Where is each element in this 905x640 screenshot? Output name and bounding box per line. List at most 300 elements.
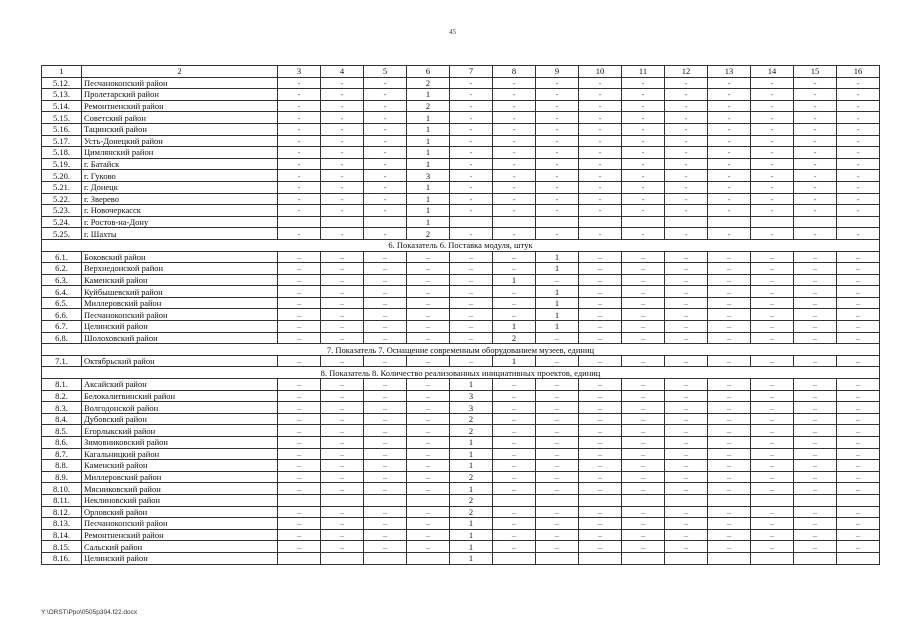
table-row <box>42 181 880 193</box>
value-cell: – <box>450 332 493 344</box>
value-cell: – <box>493 297 536 309</box>
value-cell: – <box>278 541 321 553</box>
value-cell: – <box>536 332 579 344</box>
value-cell: – <box>665 518 708 530</box>
value-cell: – <box>278 390 321 402</box>
table-row <box>42 541 880 553</box>
row-number: 8.5. <box>42 425 82 437</box>
value-cell: 1 <box>450 541 493 553</box>
value-cell: – <box>321 402 364 414</box>
value-cell: – <box>278 309 321 321</box>
table-row <box>42 89 880 101</box>
section-title: 6. Показатель 6. Поставка модуля, штук <box>42 239 880 251</box>
value-cell <box>536 494 579 506</box>
value-cell <box>837 552 880 564</box>
value-cell <box>665 552 708 564</box>
value-cell: – <box>794 286 837 298</box>
row-number: 6.6. <box>42 309 82 321</box>
value-cell: – <box>751 506 794 518</box>
value-cell: - <box>837 100 880 112</box>
value-cell: 2 <box>407 228 450 240</box>
value-cell: – <box>407 518 450 530</box>
table-row <box>42 413 880 425</box>
value-cell: - <box>450 205 493 217</box>
value-cell: 1 <box>450 518 493 530</box>
value-cell: - <box>751 77 794 89</box>
value-cell: – <box>364 355 407 367</box>
column-header: 6 <box>407 66 450 78</box>
value-cell: - <box>450 100 493 112</box>
district-name: Ремонтненский район <box>82 529 278 541</box>
value-cell: – <box>622 379 665 391</box>
value-cell: – <box>321 425 364 437</box>
value-cell: – <box>407 529 450 541</box>
district-name: Волгодонской район <box>82 402 278 414</box>
value-cell <box>622 494 665 506</box>
value-cell: 1 <box>407 205 450 217</box>
district-name: Ремонтненский район <box>82 100 278 112</box>
value-cell: 1 <box>407 158 450 170</box>
value-cell: - <box>708 100 751 112</box>
value-cell: - <box>708 77 751 89</box>
value-cell: – <box>665 413 708 425</box>
row-number: 8.4. <box>42 413 82 425</box>
value-cell: - <box>579 89 622 101</box>
value-cell: - <box>622 193 665 205</box>
value-cell: - <box>364 123 407 135</box>
value-cell: - <box>665 100 708 112</box>
value-cell: 2 <box>407 100 450 112</box>
district-name: Октябрьский район <box>82 355 278 367</box>
value-cell: 1 <box>536 309 579 321</box>
value-cell: - <box>579 170 622 182</box>
value-cell: – <box>407 460 450 472</box>
value-cell: - <box>579 205 622 217</box>
value-cell: – <box>493 379 536 391</box>
value-cell: – <box>493 402 536 414</box>
value-cell: – <box>407 355 450 367</box>
table-row <box>42 205 880 217</box>
value-cell: – <box>493 483 536 495</box>
value-cell: – <box>794 390 837 402</box>
value-cell <box>794 216 837 228</box>
value-cell: 1 <box>450 379 493 391</box>
value-cell: 1 <box>536 263 579 275</box>
value-cell: – <box>407 321 450 333</box>
value-cell: – <box>622 541 665 553</box>
value-cell: - <box>321 158 364 170</box>
table-row <box>42 355 880 367</box>
value-cell: – <box>321 471 364 483</box>
value-cell <box>278 552 321 564</box>
value-cell: – <box>321 437 364 449</box>
value-cell: - <box>278 123 321 135</box>
value-cell: – <box>579 483 622 495</box>
value-cell: – <box>794 448 837 460</box>
value-cell: - <box>794 147 837 159</box>
value-cell <box>450 216 493 228</box>
value-cell: - <box>579 100 622 112</box>
value-cell: - <box>493 158 536 170</box>
value-cell: – <box>579 321 622 333</box>
value-cell: – <box>751 251 794 263</box>
value-cell: – <box>278 297 321 309</box>
value-cell: – <box>622 402 665 414</box>
value-cell: 2 <box>493 332 536 344</box>
value-cell: - <box>579 112 622 124</box>
row-number: 8.11. <box>42 494 82 506</box>
value-cell: - <box>622 89 665 101</box>
row-number: 6.4. <box>42 286 82 298</box>
value-cell: 1 <box>493 355 536 367</box>
value-cell: – <box>278 425 321 437</box>
value-cell: - <box>321 135 364 147</box>
district-name: г. Зверево <box>82 193 278 205</box>
table-row <box>42 77 880 89</box>
value-cell: - <box>536 228 579 240</box>
value-cell: – <box>622 297 665 309</box>
section-header-row <box>42 367 880 379</box>
value-cell: – <box>708 425 751 437</box>
value-cell: – <box>751 332 794 344</box>
district-name: Советский район <box>82 112 278 124</box>
value-cell <box>794 494 837 506</box>
value-cell: – <box>794 355 837 367</box>
value-cell: - <box>493 170 536 182</box>
column-header: 2 <box>82 66 278 78</box>
value-cell: – <box>665 297 708 309</box>
value-cell: – <box>364 390 407 402</box>
value-cell <box>837 494 880 506</box>
value-cell: – <box>536 518 579 530</box>
district-name: г. Батайск <box>82 158 278 170</box>
value-cell: – <box>407 506 450 518</box>
row-number: 5.25. <box>42 228 82 240</box>
value-cell: – <box>622 263 665 275</box>
value-cell: – <box>622 483 665 495</box>
value-cell: – <box>622 309 665 321</box>
value-cell: - <box>837 77 880 89</box>
value-cell: – <box>622 413 665 425</box>
value-cell: - <box>450 158 493 170</box>
value-cell: – <box>450 355 493 367</box>
value-cell: 1 <box>407 147 450 159</box>
value-cell <box>407 552 450 564</box>
value-cell: 1 <box>493 274 536 286</box>
value-cell: – <box>493 263 536 275</box>
value-cell: – <box>407 297 450 309</box>
value-cell: 1 <box>450 552 493 564</box>
value-cell: - <box>579 77 622 89</box>
district-name: Цимлянский район <box>82 147 278 159</box>
value-cell: – <box>579 425 622 437</box>
value-cell: - <box>364 147 407 159</box>
value-cell: – <box>321 518 364 530</box>
value-cell: - <box>450 112 493 124</box>
value-cell: – <box>536 483 579 495</box>
value-cell: - <box>364 205 407 217</box>
district-name: Егорлыкский район <box>82 425 278 437</box>
table-row <box>42 460 880 472</box>
value-cell: – <box>837 251 880 263</box>
value-cell: - <box>665 112 708 124</box>
row-number: 8.10. <box>42 483 82 495</box>
table-row <box>42 518 880 530</box>
column-header: 3 <box>278 66 321 78</box>
value-cell: - <box>278 193 321 205</box>
value-cell: 2 <box>450 425 493 437</box>
value-cell: - <box>579 135 622 147</box>
value-cell <box>708 216 751 228</box>
value-cell: – <box>278 506 321 518</box>
value-cell: – <box>794 297 837 309</box>
value-cell <box>364 552 407 564</box>
value-cell: – <box>837 448 880 460</box>
value-cell: - <box>751 100 794 112</box>
value-cell: - <box>278 228 321 240</box>
value-cell: - <box>794 170 837 182</box>
value-cell: – <box>794 529 837 541</box>
value-cell: 1 <box>407 89 450 101</box>
value-cell: – <box>536 413 579 425</box>
value-cell: - <box>321 170 364 182</box>
value-cell: – <box>579 355 622 367</box>
value-cell: – <box>708 460 751 472</box>
value-cell: – <box>837 390 880 402</box>
value-cell: – <box>837 518 880 530</box>
value-cell: 1 <box>450 460 493 472</box>
value-cell: – <box>708 390 751 402</box>
value-cell <box>751 552 794 564</box>
value-cell: – <box>278 448 321 460</box>
value-cell: 1 <box>407 181 450 193</box>
value-cell: – <box>794 425 837 437</box>
value-cell: - <box>708 89 751 101</box>
section-header-row <box>42 344 880 356</box>
value-cell <box>407 494 450 506</box>
value-cell: – <box>837 274 880 286</box>
value-cell: - <box>579 147 622 159</box>
value-cell: – <box>364 286 407 298</box>
value-cell: – <box>665 379 708 391</box>
value-cell: - <box>364 77 407 89</box>
value-cell: – <box>536 355 579 367</box>
value-cell: - <box>794 89 837 101</box>
row-number: 8.2. <box>42 390 82 402</box>
value-cell: – <box>751 518 794 530</box>
column-header: 12 <box>665 66 708 78</box>
value-cell: – <box>794 413 837 425</box>
value-cell: - <box>794 123 837 135</box>
district-name: Орловский район <box>82 506 278 518</box>
value-cell: - <box>622 228 665 240</box>
value-cell: - <box>364 89 407 101</box>
value-cell: – <box>536 448 579 460</box>
district-name: Целинский район <box>82 552 278 564</box>
value-cell: - <box>751 89 794 101</box>
value-cell: – <box>794 379 837 391</box>
value-cell: - <box>665 228 708 240</box>
value-cell <box>321 552 364 564</box>
value-cell: – <box>493 251 536 263</box>
value-cell: – <box>708 332 751 344</box>
value-cell: - <box>450 228 493 240</box>
value-cell: – <box>536 379 579 391</box>
value-cell: – <box>579 541 622 553</box>
value-cell: - <box>364 228 407 240</box>
value-cell: – <box>579 286 622 298</box>
value-cell: - <box>751 193 794 205</box>
value-cell: - <box>751 181 794 193</box>
value-cell <box>622 216 665 228</box>
district-name: Белокалитвинский район <box>82 390 278 402</box>
column-header: 9 <box>536 66 579 78</box>
column-header: 8 <box>493 66 536 78</box>
column-header: 5 <box>364 66 407 78</box>
district-name: Усть-Донецкий район <box>82 135 278 147</box>
value-cell: – <box>536 529 579 541</box>
value-cell: – <box>794 437 837 449</box>
value-cell: – <box>278 355 321 367</box>
value-cell: – <box>364 332 407 344</box>
value-cell: - <box>493 181 536 193</box>
value-cell: – <box>407 402 450 414</box>
value-cell: – <box>321 390 364 402</box>
value-cell: - <box>493 205 536 217</box>
value-cell: - <box>837 89 880 101</box>
value-cell: – <box>751 379 794 391</box>
value-cell: - <box>493 135 536 147</box>
value-cell: – <box>321 541 364 553</box>
value-cell: - <box>665 135 708 147</box>
value-cell: – <box>364 518 407 530</box>
table-row <box>42 448 880 460</box>
value-cell: – <box>407 541 450 553</box>
value-cell: – <box>579 448 622 460</box>
value-cell: - <box>536 123 579 135</box>
value-cell: – <box>536 425 579 437</box>
value-cell: – <box>665 529 708 541</box>
value-cell: – <box>407 437 450 449</box>
value-cell: - <box>450 147 493 159</box>
table-row <box>42 274 880 286</box>
table-row <box>42 425 880 437</box>
value-cell: – <box>622 506 665 518</box>
value-cell: – <box>407 379 450 391</box>
value-cell: – <box>837 506 880 518</box>
value-cell: – <box>536 506 579 518</box>
value-cell: – <box>665 390 708 402</box>
value-cell: – <box>708 541 751 553</box>
value-cell: – <box>579 390 622 402</box>
value-cell: – <box>321 251 364 263</box>
value-cell: – <box>579 460 622 472</box>
value-cell: – <box>407 483 450 495</box>
value-cell: - <box>321 228 364 240</box>
value-cell: - <box>364 112 407 124</box>
row-number: 6.1. <box>42 251 82 263</box>
district-name: Сальский район <box>82 541 278 553</box>
value-cell: – <box>278 518 321 530</box>
value-cell: - <box>321 89 364 101</box>
value-cell: – <box>665 286 708 298</box>
value-cell: – <box>622 471 665 483</box>
value-cell: – <box>837 437 880 449</box>
district-name: Куйбышевский район <box>82 286 278 298</box>
value-cell: - <box>665 193 708 205</box>
value-cell: – <box>622 390 665 402</box>
value-cell: – <box>837 286 880 298</box>
value-cell: - <box>751 147 794 159</box>
value-cell: - <box>708 147 751 159</box>
value-cell: – <box>665 263 708 275</box>
value-cell: – <box>622 460 665 472</box>
value-cell: – <box>622 332 665 344</box>
value-cell: – <box>751 297 794 309</box>
value-cell: – <box>364 251 407 263</box>
value-cell: - <box>622 77 665 89</box>
value-cell: – <box>450 263 493 275</box>
value-cell: - <box>450 123 493 135</box>
value-cell: – <box>407 286 450 298</box>
table-row <box>42 390 880 402</box>
value-cell: – <box>751 274 794 286</box>
value-cell: – <box>794 274 837 286</box>
value-cell: 1 <box>407 123 450 135</box>
value-cell: 2 <box>450 413 493 425</box>
value-cell: - <box>364 158 407 170</box>
section-title: 8. Показатель 8. Количество реализованных инициативных проектов, единиц <box>42 367 880 379</box>
value-cell: – <box>493 425 536 437</box>
value-cell <box>751 216 794 228</box>
row-number: 8.15. <box>42 541 82 553</box>
value-cell: – <box>708 506 751 518</box>
row-number: 5.24. <box>42 216 82 228</box>
value-cell: 1 <box>536 297 579 309</box>
value-cell: – <box>622 321 665 333</box>
column-header: 16 <box>837 66 880 78</box>
row-number: 6.3. <box>42 274 82 286</box>
value-cell: – <box>579 518 622 530</box>
value-cell: - <box>321 147 364 159</box>
value-cell: – <box>407 332 450 344</box>
value-cell: – <box>708 355 751 367</box>
column-header: 1 <box>42 66 82 78</box>
table-row <box>42 147 880 159</box>
value-cell: – <box>364 263 407 275</box>
row-number: 8.8. <box>42 460 82 472</box>
value-cell: - <box>665 89 708 101</box>
value-cell: – <box>579 402 622 414</box>
row-number: 5.23. <box>42 205 82 217</box>
district-name: Песчанокопский район <box>82 518 278 530</box>
value-cell: – <box>321 263 364 275</box>
row-number: 8.9. <box>42 471 82 483</box>
value-cell: – <box>321 309 364 321</box>
value-cell: – <box>794 506 837 518</box>
value-cell: - <box>751 170 794 182</box>
value-cell: – <box>493 471 536 483</box>
value-cell: – <box>751 390 794 402</box>
value-cell: - <box>622 147 665 159</box>
value-cell: 2 <box>450 494 493 506</box>
table-row <box>42 170 880 182</box>
value-cell: - <box>493 123 536 135</box>
value-cell <box>579 552 622 564</box>
value-cell: - <box>493 77 536 89</box>
value-cell: – <box>493 448 536 460</box>
data-table <box>41 65 880 565</box>
